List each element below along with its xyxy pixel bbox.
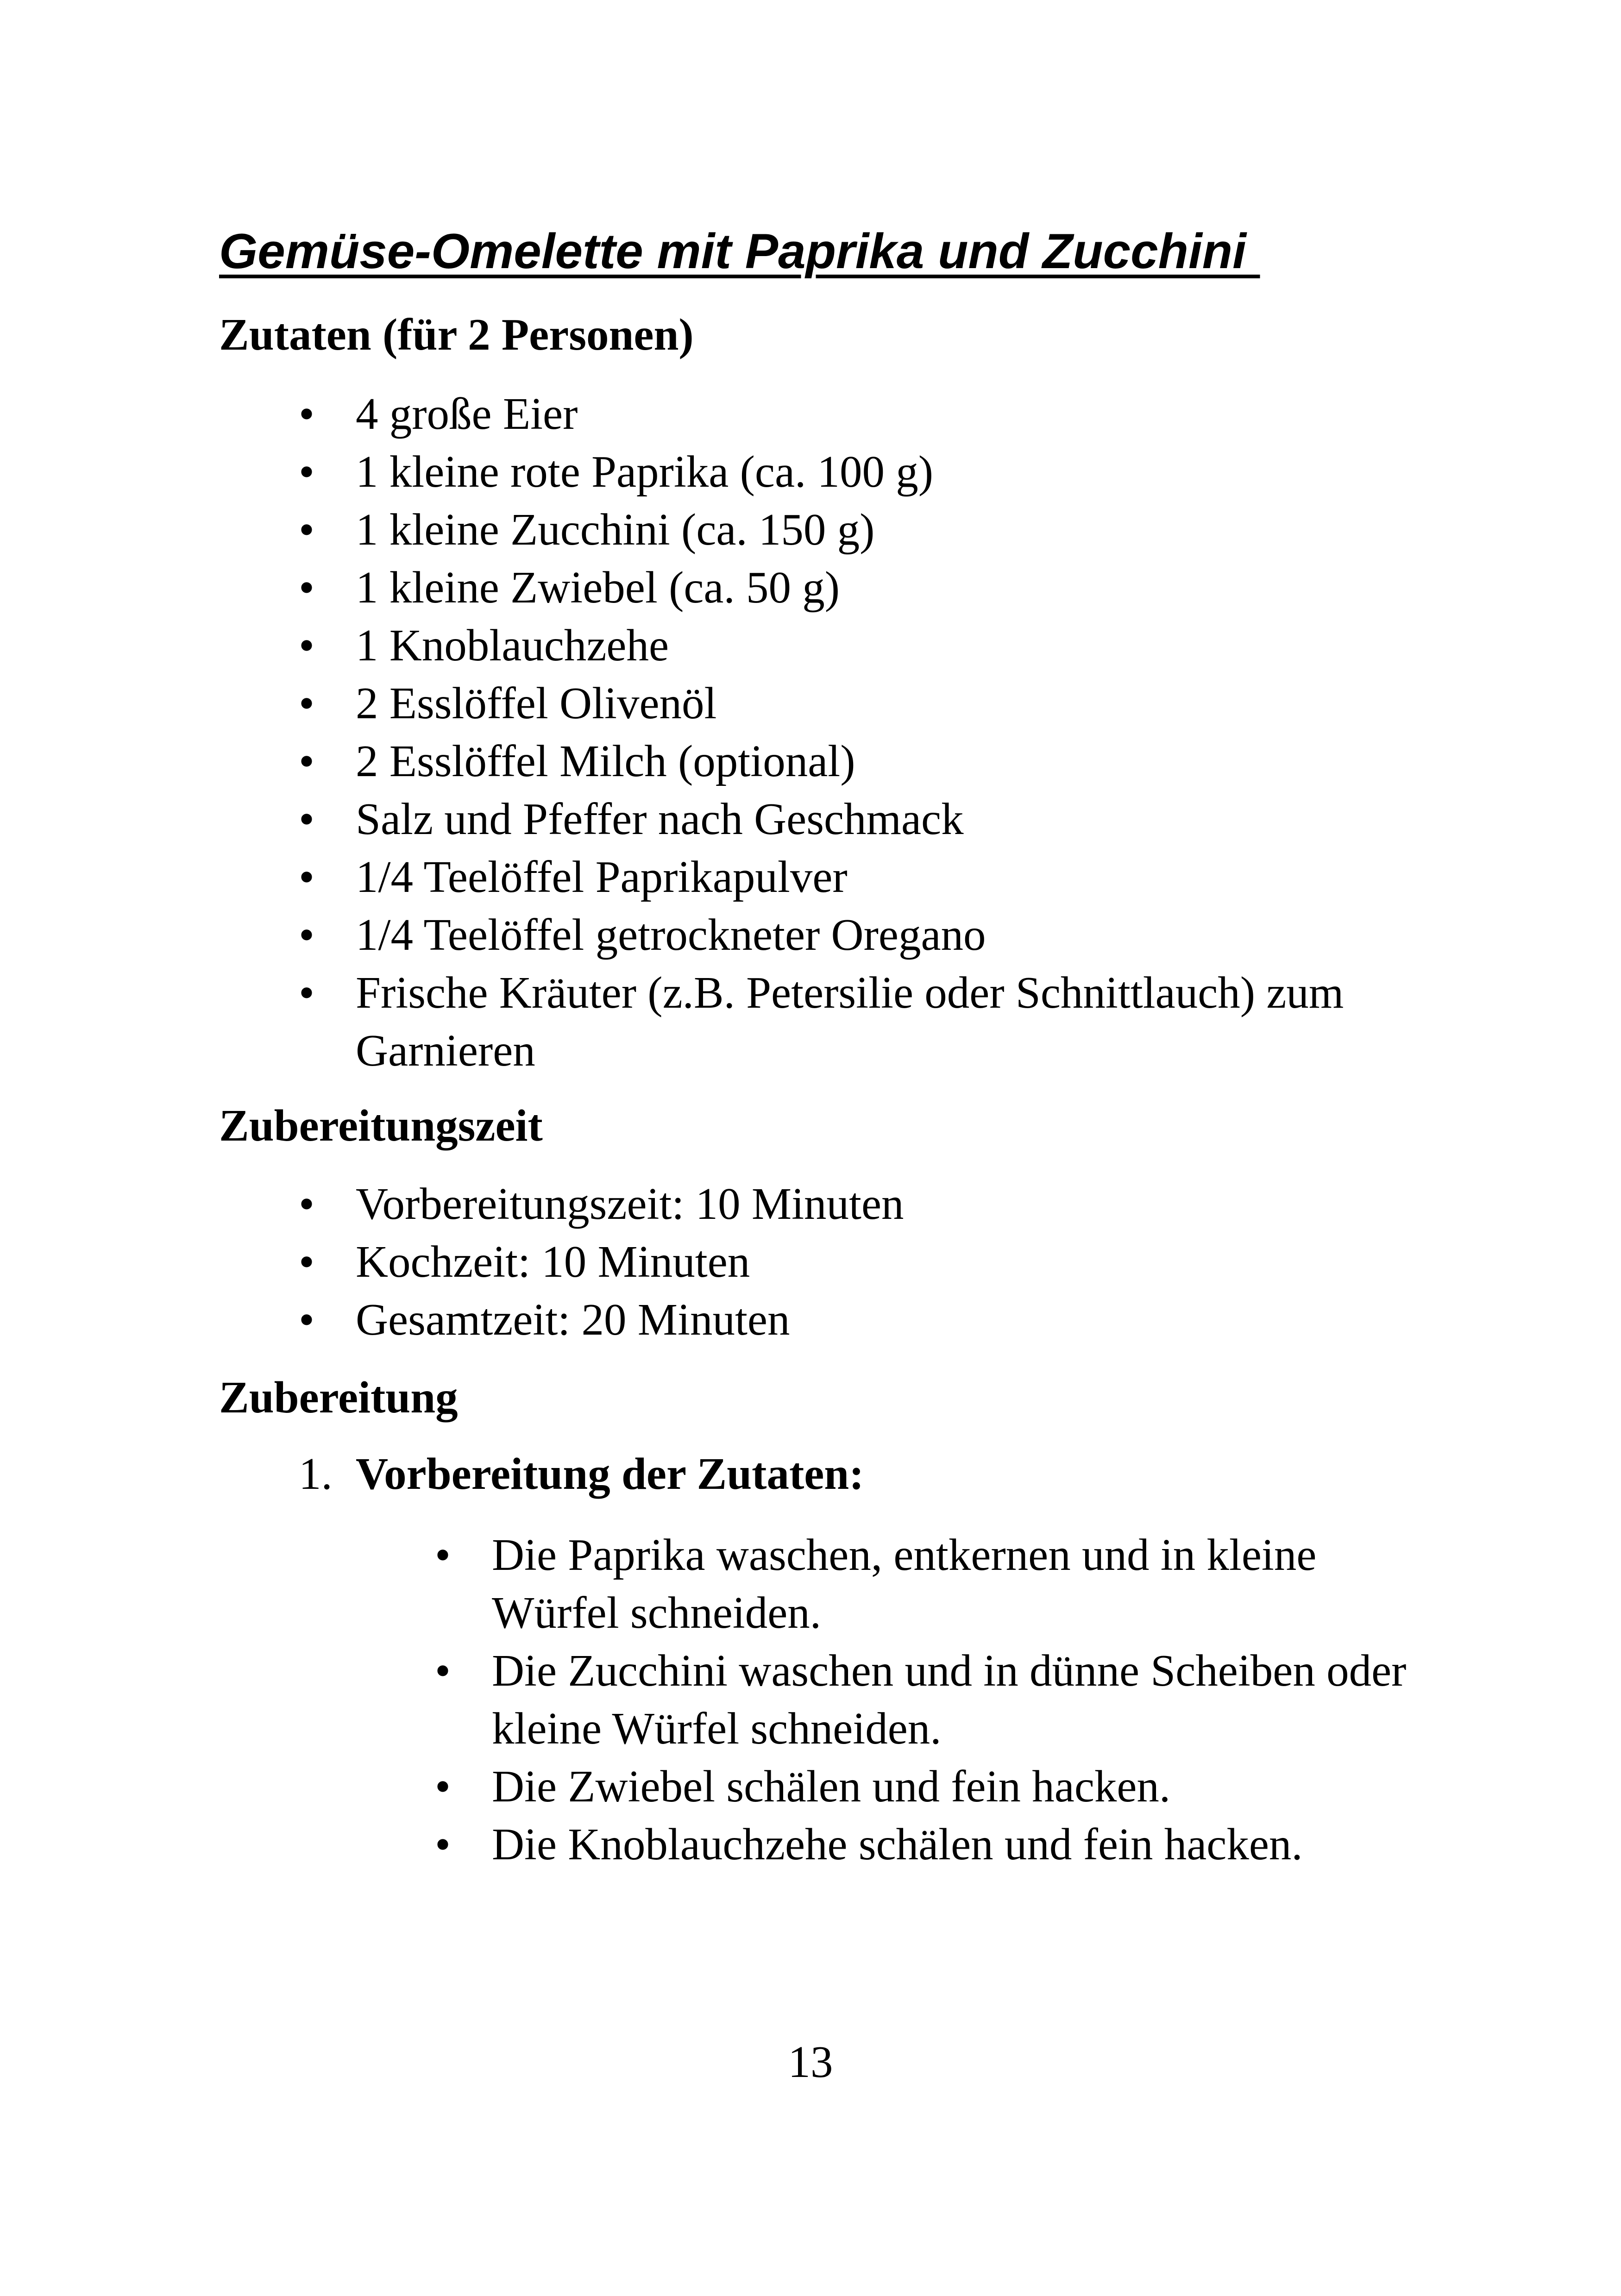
bullet-icon: • [299,910,314,960]
list-item: • 2 Esslöffel Olivenöl [219,674,1423,732]
bullet-icon: • [299,621,314,670]
list-item: • 2 Esslöffel Milch (optional) [219,732,1423,790]
bullet-icon: • [435,1819,451,1869]
list-item: • 1/4 Teelöffel getrockneter Oregano [219,906,1423,964]
bullet-icon: • [299,1179,314,1229]
step-title: Vorbereitung der Zutaten: [356,1449,864,1499]
list-item: • Die Zucchini waschen und in dünne Scheiben oder kleine Würfel schneiden. [355,1642,1420,1757]
ingredients-heading: Zutaten (für 2 Personen) [219,310,694,359]
preparation-heading: Zubereitung [219,1373,458,1422]
bullet-icon: • [299,1237,314,1286]
list-item: • Frische Kräuter (z.B. Petersilie oder Schnittlauch) zum Garnieren [219,964,1490,1079]
list-item: • Gesamtzeit: 20 Minuten [219,1291,1423,1349]
list-item: • Die Paprika waschen, entkernen und in kleine Würfel schneiden. [355,1526,1420,1642]
ingredients-list [219,385,1423,1079]
list-item: • 1 kleine rote Paprika (ca. 100 g) [219,443,1423,501]
bullet-icon: • [299,505,314,554]
list-item: • Vorbereitungszeit: 10 Minuten [219,1175,1423,1233]
page-number: 13 [788,2037,833,2087]
list-item: • 1 kleine Zwiebel (ca. 50 g) [219,558,1423,616]
bullet-icon: • [299,447,314,496]
bullet-icon: • [299,678,314,728]
list-item: • Die Knoblauchzehe schälen und fein hacken. [355,1815,1420,1873]
list-item: • 1 Knoblauchzehe [219,616,1423,674]
list-item: • Salz und Pfeffer nach Geschmack [219,790,1423,848]
list-item: • 4 große Eier [219,385,1423,443]
step-item [219,1445,1423,1503]
bullet-icon: • [299,968,314,1017]
time-list [219,1175,1423,1349]
recipe-title: Gemüse-Omelette mit Paprika und Zucchini [219,223,1260,279]
bullet-icon: • [299,852,314,902]
bullet-icon: • [299,794,314,844]
bullet-icon: • [435,1646,451,1695]
list-item: • 1/4 Teelöffel Paprikapulver [219,848,1423,906]
list-item: • Die Zwiebel schälen und fein hacken. [355,1757,1420,1815]
bullet-icon: • [435,1530,451,1580]
bullet-icon: • [299,563,314,612]
bullet-icon: • [299,389,314,439]
bullet-icon: • [299,736,314,786]
list-item: • Kochzeit: 10 Minuten [219,1233,1423,1291]
step-number: 1. [299,1449,333,1499]
preparation-steps [219,1445,1423,1503]
step-1-substeps [355,1526,1420,1873]
time-heading: Zubereitungszeit [219,1101,543,1150]
list-item: • 1 kleine Zucchini (ca. 150 g) [219,501,1423,558]
bullet-icon: • [435,1762,451,1811]
bullet-icon: • [299,1295,314,1344]
